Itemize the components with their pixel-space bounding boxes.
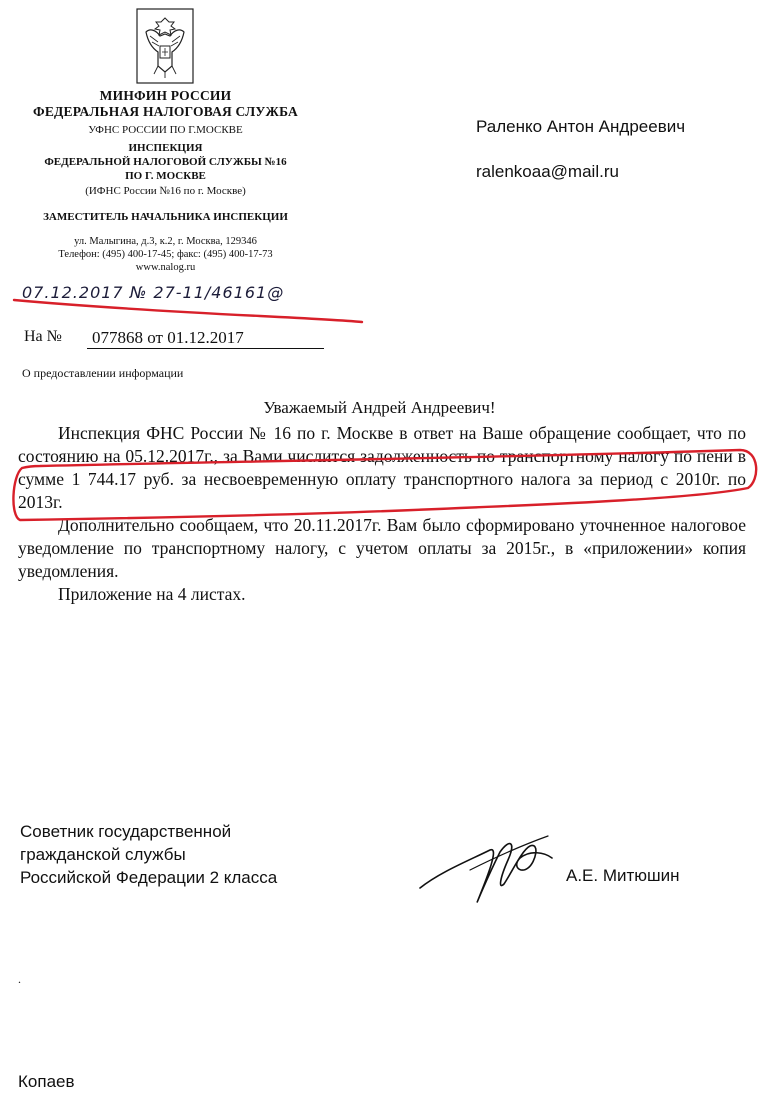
- service-name: ФЕДЕРАЛЬНАЯ НАЛОГОВАЯ СЛУЖБА: [33, 104, 298, 119]
- website-line: www.nalog.ru: [135, 262, 196, 273]
- inspection-line-1: ИНСПЕКЦИЯ: [128, 142, 203, 154]
- position-title: ЗАМЕСТИТЕЛЬ НАЧАЛЬНИКА ИНСПЕКЦИИ: [43, 211, 288, 223]
- signatory-title-line-3: Российской Федерации 2 класса: [20, 868, 278, 887]
- salutation: Уважаемый Андрей Андреевич!: [263, 398, 496, 417]
- reference-label: На №: [24, 328, 62, 345]
- signatory-name: А.Е. Митюшин: [566, 866, 680, 885]
- recipient-email: ralenkoaa@mail.ru: [476, 162, 619, 181]
- inspection-line-3: ПО Г. МОСКВЕ: [125, 170, 206, 182]
- ministry-name: МИНФИН РОССИИ: [99, 88, 232, 103]
- department-name: УФНС РОССИИ ПО Г.МОСКВЕ: [88, 124, 243, 136]
- stray-dot: .: [18, 972, 21, 986]
- reference-value: 077868 от 01.12.2017: [87, 328, 324, 349]
- executor-name: Копаев: [18, 1072, 75, 1091]
- body-paragraph-1: Инспекция ФНС России № 16 по г. Москве в ответ на Ваше обращение сообщает, что по состоянию на 05.12.2017г., за Вами числится задолженность по транспортному налогу по пени в сумме 1 744.17 руб. за несвоевременную оплату транспортного налога за период с 2010г. по 2013г.: [18, 423, 746, 512]
- red-underline-stroke: [14, 300, 362, 322]
- address-line: ул. Малыгина, д.3, к.2, г. Москва, 129346: [74, 236, 257, 247]
- red-highlight-loop: [13, 450, 756, 520]
- body-paragraph-3: Приложение на 4 листах.: [58, 584, 246, 604]
- registration-number: 07.12.2017 № 27-11/46161@: [22, 283, 285, 302]
- signatory-title-line-1: Советник государственной: [20, 822, 232, 841]
- inspection-short-name: (ИФНС России №16 по г. Москве): [85, 185, 246, 197]
- signature-drawing: [420, 844, 552, 902]
- inspection-line-2: ФЕДЕРАЛЬНОЙ НАЛОГОВОЙ СЛУЖБЫ №16: [44, 156, 287, 168]
- phones-line: Телефон: (495) 400-17-45; факс: (495) 400-17-73: [58, 249, 273, 260]
- letter-subject: О предоставлении информации: [22, 366, 184, 380]
- body-paragraph-2: Дополнительно сообщаем, что 20.11.2017г. Вам было сформировано уточненное налоговое уведомление по транспортному налогу, с учетом оплаты за 2015г., в «приложении» копия уведомления.: [18, 515, 746, 581]
- recipient-name: Раленко Антон Андреевич: [476, 117, 686, 136]
- signatory-title-line-2: гражданской службы: [20, 845, 186, 864]
